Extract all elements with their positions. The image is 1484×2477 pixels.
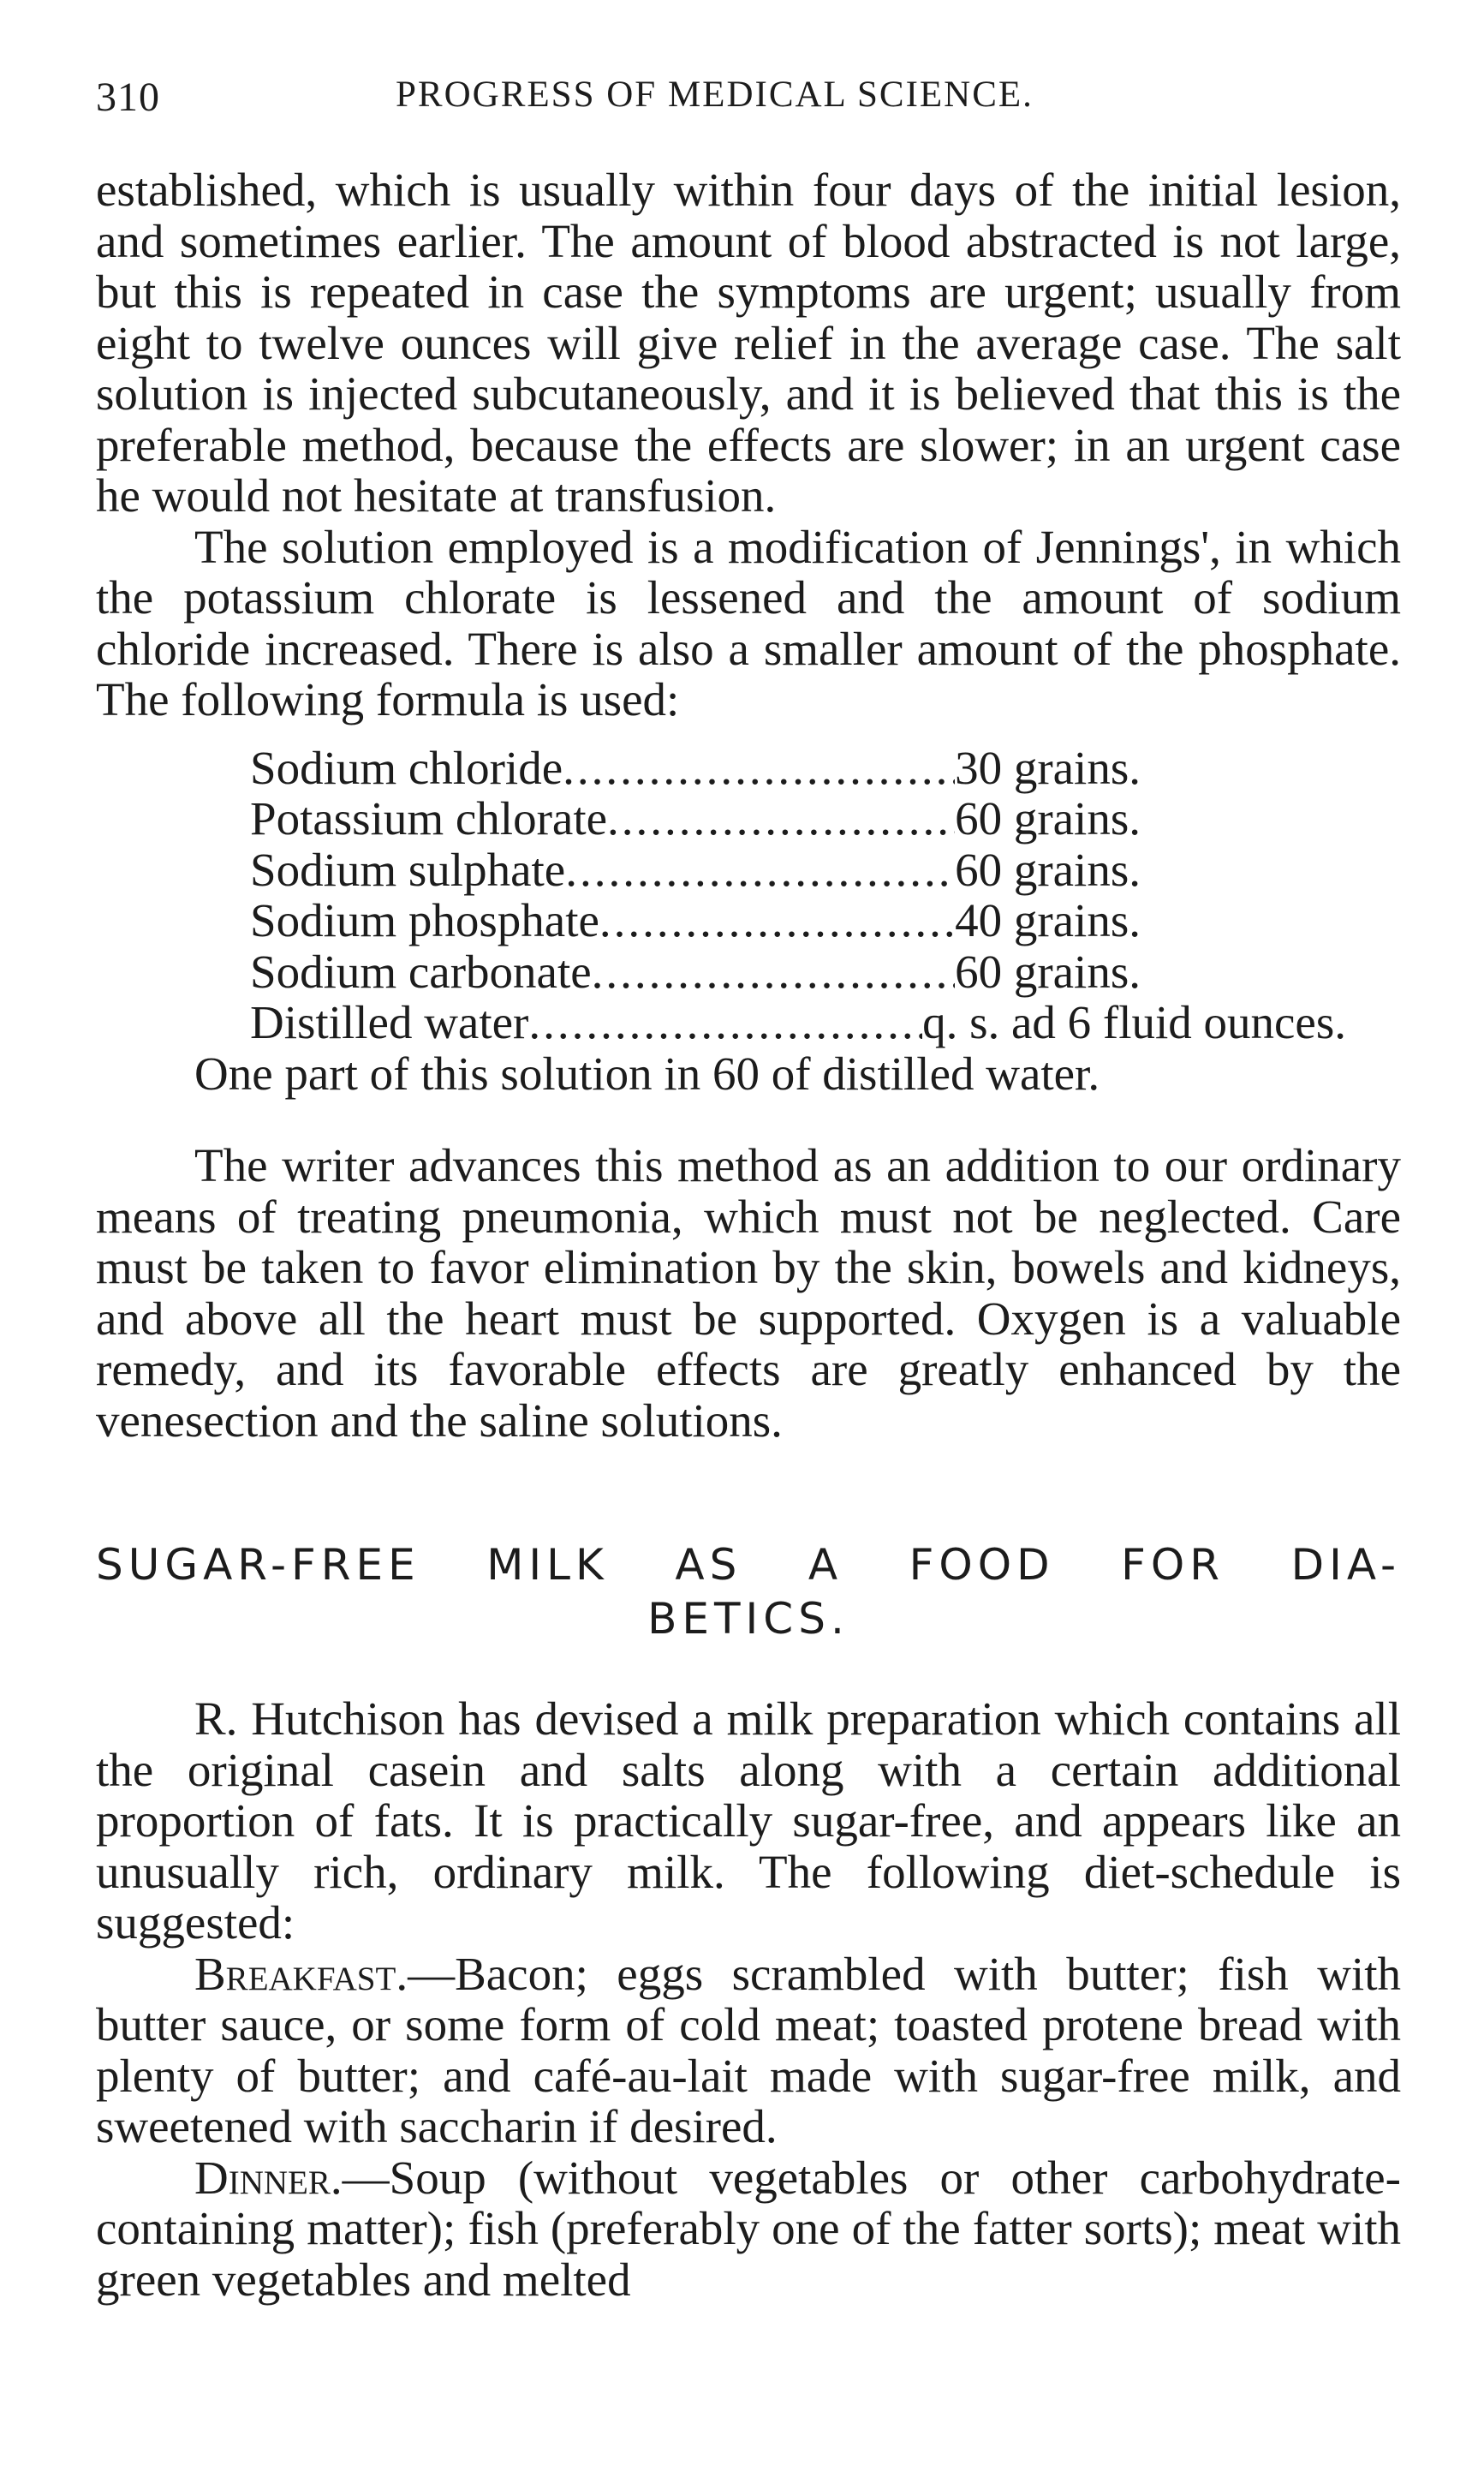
formula-item xyxy=(250,743,1141,794)
formula-item xyxy=(250,895,1141,946)
formula-ingredient: Sodium carbonate xyxy=(250,945,592,998)
formula-amount: 30 grains. xyxy=(955,741,1141,794)
formula-item xyxy=(250,997,1346,1048)
formula-ingredient: Potassium chlorate xyxy=(250,792,608,845)
paragraph-breakfast xyxy=(96,1949,1401,2152)
breakfast-label: Breakfast. xyxy=(194,1947,408,2000)
formula-item xyxy=(250,946,1141,998)
paragraph-dinner xyxy=(96,2152,1401,2306)
section-heading-line: BETICS. xyxy=(647,1594,849,1644)
body-text xyxy=(96,164,1401,2305)
formula-amount: 60 grains. xyxy=(955,945,1141,998)
section-heading-line: SUGAR-FREE MILK AS A FOOD FOR DIA- xyxy=(96,1540,1401,1590)
formula-amount: 40 grains. xyxy=(955,894,1141,946)
formula-item xyxy=(250,845,1141,896)
paragraph-intro: R. Hutchison has devised a milk preparation which contains all the original casein and salts along with a certain additional proportion of fats. It is practically sugar-free, and appears like an unusually rich, ordinary milk. The following diet-schedule is suggested: xyxy=(96,1692,1401,1949)
formula-ingredient: Sodium sulphate xyxy=(250,843,566,896)
formula-note: One part of this solution in 60 of distilled water. xyxy=(194,1047,1100,1100)
formula-ingredient: Distilled water xyxy=(250,996,529,1048)
dinner-text: —Soup (without vegetables or other carbohydrate-containing matter); fish (preferably one of the fatter sorts); meat with green vegetables and melted xyxy=(96,2151,1401,2306)
formula-amount: q. s. ad 6 fluid ounces. xyxy=(922,996,1346,1048)
section-heading xyxy=(96,1538,1401,1646)
paragraph-continued: established, which is usually within four days of the initial lesion, and sometimes earlier. The amount of blood abstracted is not large, but this is repeated in case the symptoms are urgent; usually from eight to twelve ounces will give relief in the average case. The salt solution is injected subcutaneously, and it is believed that this is the preferable method, because the effects are slower; in an urgent case he would not hesitate at transfusion. xyxy=(96,164,1401,522)
page-header xyxy=(96,74,1401,125)
paragraph-method: The writer advances this method as an addition to our ordinary means of treating pneumonia, which must not be neglected. Care must be taken to favor elimination by the skin, bowels and kidneys, and above all the heart must be supported. Oxygen is a valuable remedy, and its favorable effects are greatly enhanced by the venesection and the saline solutions. xyxy=(96,1139,1401,1447)
formula-amount: 60 grains. xyxy=(955,792,1141,845)
formula-ingredient: Sodium chloride xyxy=(250,741,563,794)
dinner-label: Dinner. xyxy=(194,2151,343,2204)
paragraph-solution: The solution employed is a modification of Jennings', in which the potassium chlorate is lessened and the amount of sodium chloride increased. There is also a smaller amount of the phosphate. The following formula is used: xyxy=(96,520,1401,725)
formula-item xyxy=(250,793,1141,845)
formula-list xyxy=(250,743,1449,1048)
page-number: 310 xyxy=(96,75,160,120)
formula-amount: 60 grains. xyxy=(955,843,1141,896)
formula-ingredient: Sodium phosphate xyxy=(250,894,599,946)
breakfast-text: —Bacon; eggs scrambled with butter; fish with butter sauce, or some form of cold meat; toasted protene bread with plenty of butter; and café-au-lait made with sugar-free milk, and sweetened with saccharin if desired. xyxy=(96,1947,1401,2152)
running-head: PROGRESS OF MEDICAL SCIENCE. xyxy=(396,75,1034,115)
